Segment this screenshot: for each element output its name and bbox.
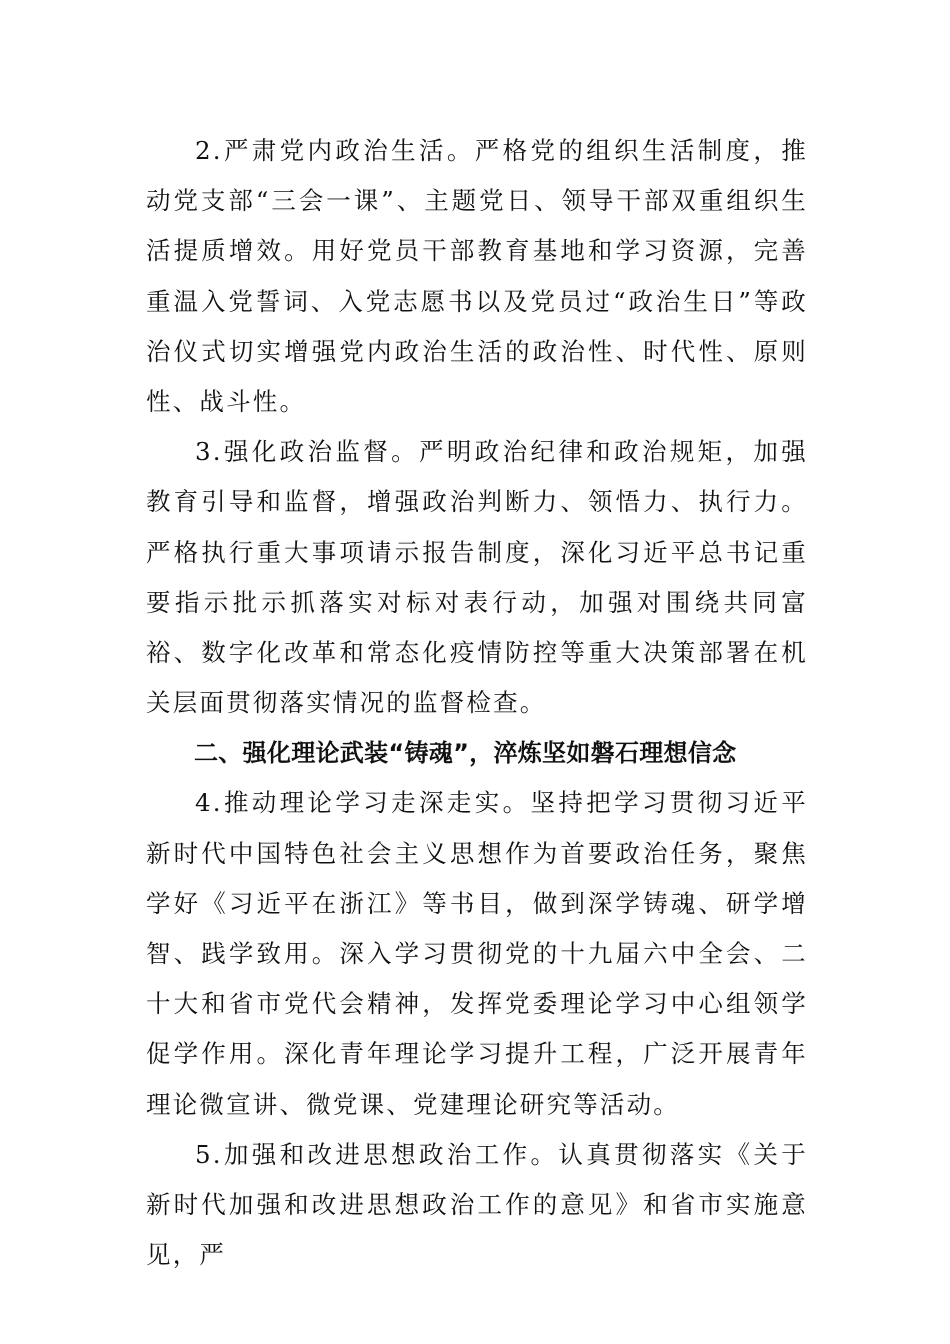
document-body xyxy=(146,126,808,1280)
paragraph-4-theory-study: 4.推动理论学习走深走实。坚持把学习贯彻习近平新时代中国特色社会主义思想作为首要政治任务，聚焦学好《习近平在浙江》等书目，做到深学铸魂、研学增智、践学致用。深入学习贯彻党的十九届六中全会、二十大和省市党代会精神，发挥党委理论学习中心组领学促学作用。深化青年理论学习提升工程，广泛开展青年理论微宣讲、微党课、党建理论研究等活动。 xyxy=(146,788,808,1119)
paragraph-2-political-life: 2.严肃党内政治生活。严格党的组织生活制度，推动党支部“三会一课”、主题党日、领导干部双重组织生活提质增效。用好党员干部教育基地和学习资源，完善重温入党誓词、入党志愿书以及党员过“政治生日”等政治仪式切实增强党内政治生活的政治性、时代性、原则性、战斗性。 xyxy=(146,136,808,417)
paragraph-5-ideological-work: 5.加强和改进思想政治工作。认真贯彻落实《关于新时代加强和改进思想政治工作的意见》和省市实施意见，严 xyxy=(146,1139,808,1270)
paragraph-3-political-supervision: 3.强化政治监督。严明政治纪律和政治规矩，加强教育引导和监督，增强政治判断力、领悟力、执行力。严格执行重大事项请示报告制度，深化习近平总书记重要指示批示抓落实对标对表行动，加强对围绕共同富裕、数字化改革和常态化疫情防控等重大决策部署在机关层面贯彻落实情况的监督检查。 xyxy=(146,437,808,718)
section-heading-2: 二、强化理论武装“铸魂”，淬炼坚如磐石理想信念 xyxy=(194,739,737,768)
